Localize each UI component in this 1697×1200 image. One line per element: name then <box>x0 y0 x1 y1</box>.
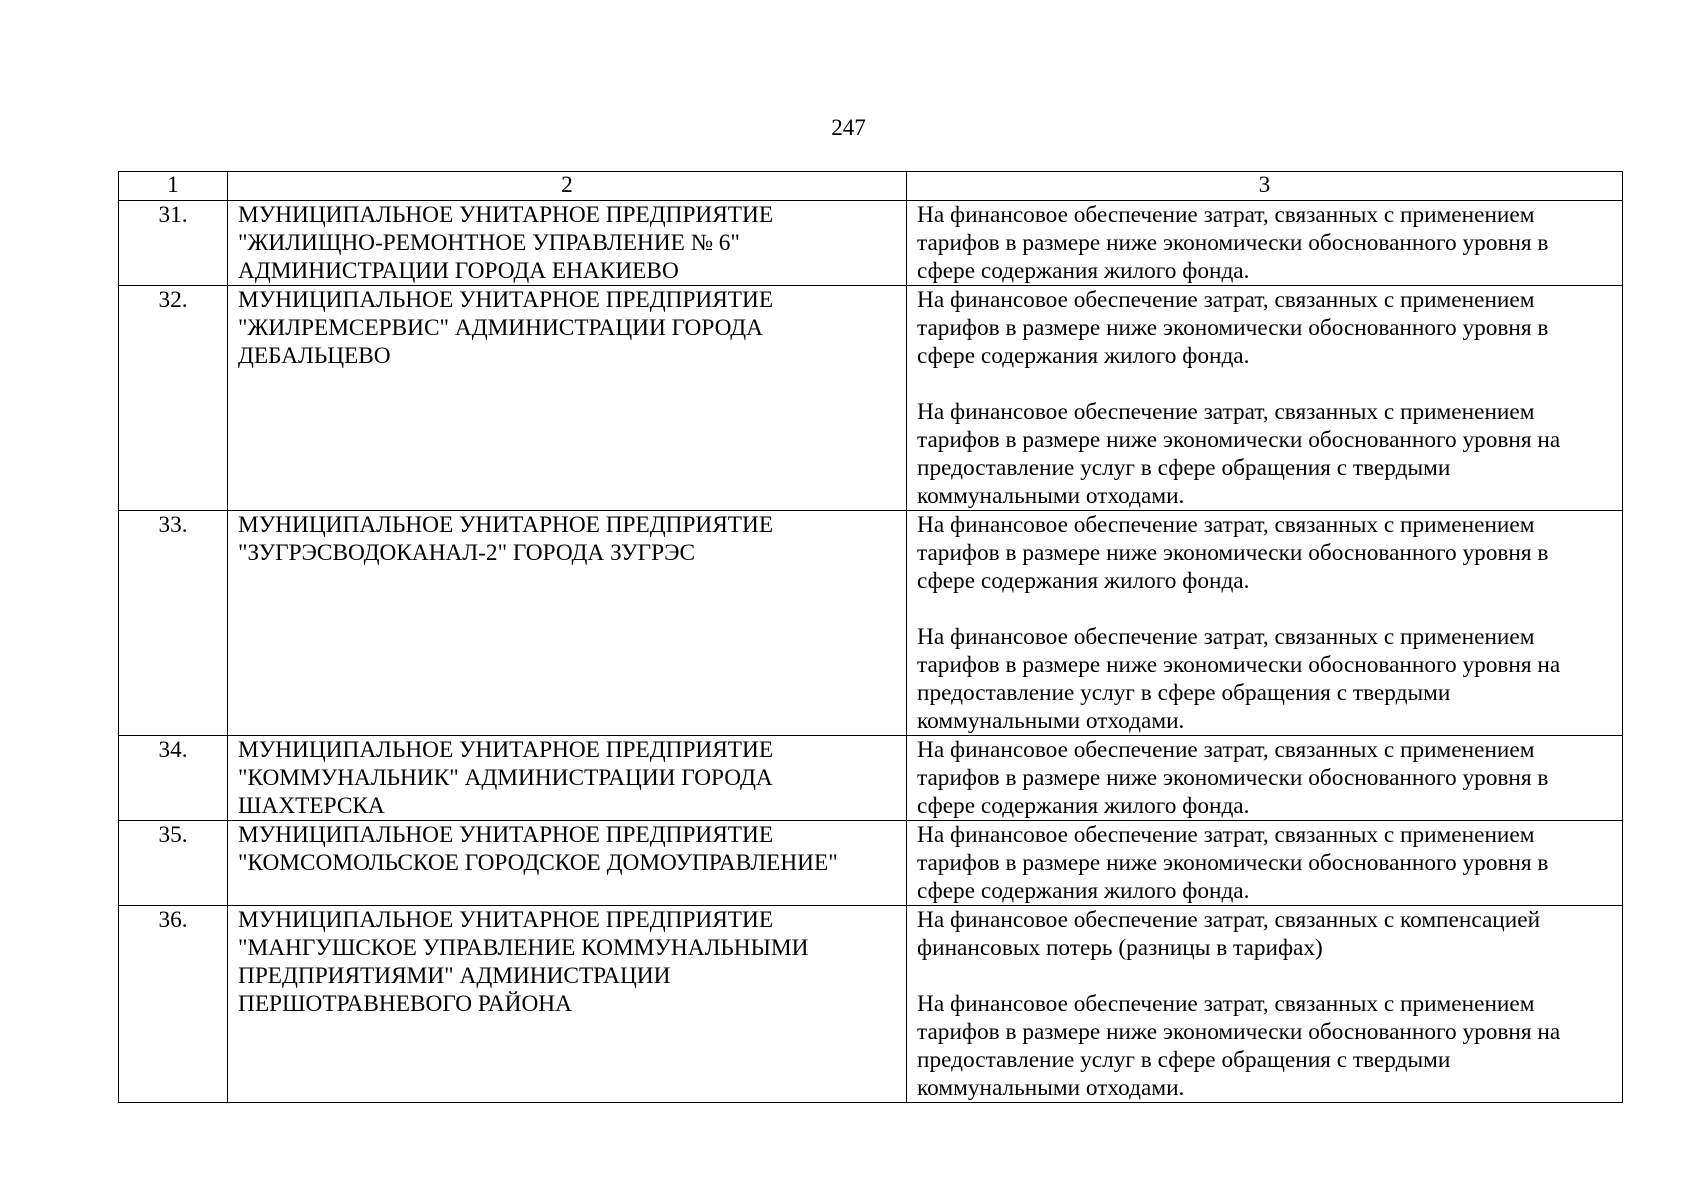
row-number: 36. <box>119 906 228 1103</box>
purpose-text: На финансовое обеспечение затрат, связанных с применением тарифов в размере ниже экономически обоснованного уровня в сфере содержания жилого фонда. <box>917 202 1549 284</box>
purpose-text: На финансовое обеспечение затрат, связанных с применением тарифов в размере ниже экономически обоснованного уровня в сфере содержания жилого фонда. <box>917 737 1549 819</box>
purpose-cell <box>907 821 1623 906</box>
organization-name: МУНИЦИПАЛЬНОЕ УНИТАРНОЕ ПРЕДПРИЯТИЕ "ЖИЛИЩНО-РЕМОНТНОЕ УПРАВЛЕНИЕ № 6" АДМИНИСТРАЦИИ ГОРОДА ЕНАКИЕВО <box>228 201 907 286</box>
purpose-cell <box>907 511 1623 736</box>
column-header-1: 1 <box>119 172 228 201</box>
row-number: 33. <box>119 511 228 736</box>
organization-name: МУНИЦИПАЛЬНОЕ УНИТАРНОЕ ПРЕДПРИЯТИЕ "МАНГУШСКОЕ УПРАВЛЕНИЕ КОММУНАЛЬНЫМИ ПРЕДПРИЯТИЯМИ" АДМИНИСТРАЦИИ ПЕРШОТРАВНЕВОГО РАЙОНА <box>228 906 907 1103</box>
purpose-text: На финансовое обеспечение затрат, связанных с применением тарифов в размере ниже экономически обоснованного уровня на предоставление услуг в сфере обращения с твердыми коммунальными отходами. <box>917 624 1561 734</box>
purpose-text: На финансовое обеспечение затрат, связанных с применением тарифов в размере ниже экономически обоснованного уровня в сфере содержания жилого фонда. <box>917 512 1549 594</box>
column-header-3: 3 <box>907 172 1623 201</box>
table-row <box>119 906 1623 1103</box>
purpose-text: На финансовое обеспечение затрат, связанных с применением тарифов в размере ниже экономически обоснованного уровня на предоставление услуг в сфере обращения с твердыми коммунальными отходами. <box>917 399 1561 509</box>
row-number: 32. <box>119 286 228 511</box>
purpose-cell <box>907 906 1623 1103</box>
purpose-text: На финансовое обеспечение затрат, связанных с применением тарифов в размере ниже экономически обоснованного уровня в сфере содержания жилого фонда. <box>917 287 1549 369</box>
organization-name: МУНИЦИПАЛЬНОЕ УНИТАРНОЕ ПРЕДПРИЯТИЕ "ЖИЛРЕМСЕРВИС" АДМИНИСТРАЦИИ ГОРОДА ДЕБАЛЬЦЕВО <box>228 286 907 511</box>
purpose-cell <box>907 201 1623 286</box>
subsidy-table <box>118 171 1623 1103</box>
table-row <box>119 511 1623 736</box>
organization-name: МУНИЦИПАЛЬНОЕ УНИТАРНОЕ ПРЕДПРИЯТИЕ "ЗУГРЭСВОДОКАНАЛ-2" ГОРОДА ЗУГРЭС <box>228 511 907 736</box>
purpose-text: На финансовое обеспечение затрат, связанных с применением тарифов в размере ниже экономически обоснованного уровня в сфере содержания жилого фонда. <box>917 822 1549 904</box>
row-number: 35. <box>119 821 228 906</box>
purpose-cell <box>907 286 1623 511</box>
purpose-cell <box>907 736 1623 821</box>
page-number: 247 <box>831 115 866 140</box>
table-header-row <box>119 172 1623 201</box>
row-number: 31. <box>119 201 228 286</box>
organization-name: МУНИЦИПАЛЬНОЕ УНИТАРНОЕ ПРЕДПРИЯТИЕ "КОММУНАЛЬНИК" АДМИНИСТРАЦИИ ГОРОДА ШАХТЕРСКА <box>228 736 907 821</box>
table-row <box>119 821 1623 906</box>
purpose-text: На финансовое обеспечение затрат, связанных с компенсацией финансовых потерь (разницы в тарифах) <box>917 907 1541 961</box>
column-header-2: 2 <box>228 172 907 201</box>
table-row <box>119 286 1623 511</box>
row-number: 34. <box>119 736 228 821</box>
table-row <box>119 736 1623 821</box>
organization-name: МУНИЦИПАЛЬНОЕ УНИТАРНОЕ ПРЕДПРИЯТИЕ "КОМСОМОЛЬСКОЕ ГОРОДСКОЕ ДОМОУПРАВЛЕНИЕ" <box>228 821 907 906</box>
purpose-text: На финансовое обеспечение затрат, связанных с применением тарифов в размере ниже экономически обоснованного уровня на предоставление услуг в сфере обращения с твердыми коммунальными отходами. <box>917 991 1561 1101</box>
table-row <box>119 201 1623 286</box>
